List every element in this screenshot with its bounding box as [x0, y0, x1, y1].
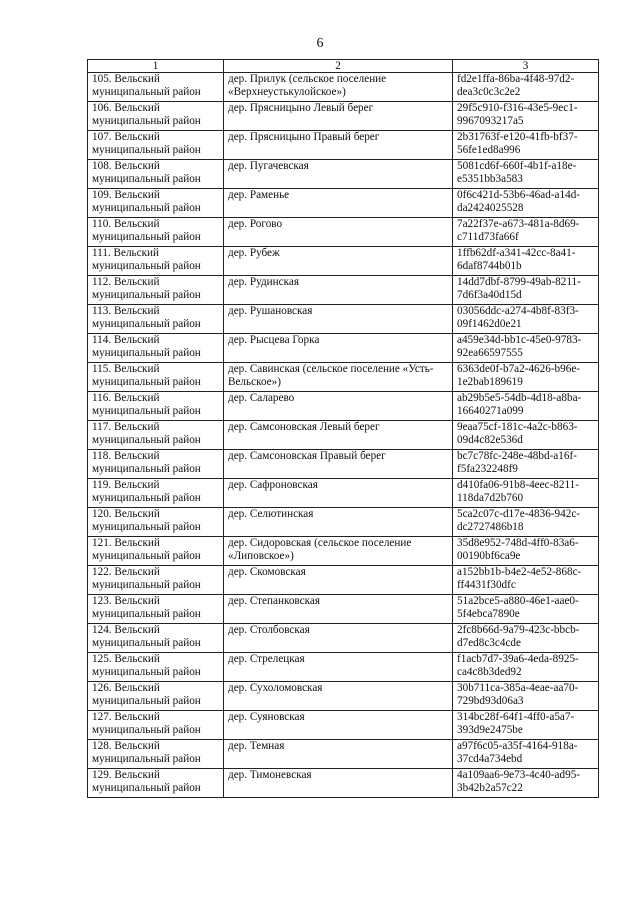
guid-cell-line: e5351bb3a583 — [457, 173, 523, 186]
settlement-cell — [224, 421, 453, 450]
table-row — [88, 218, 599, 247]
district-cell-line: 119. Вельский — [92, 479, 160, 491]
column-header-2: 2 — [224, 60, 453, 73]
district-cell-line: 112. Вельский — [92, 276, 160, 288]
settlement-cell — [224, 392, 453, 421]
settlement-cell-line: дер. Раменье — [228, 189, 290, 201]
district-cell — [88, 508, 224, 537]
guid-cell-line: 09f1462d0e21 — [457, 318, 522, 331]
district-cell-line: 107. Вельский — [92, 131, 160, 143]
guid-cell-line: a97f6c05-a35f-4164-918a- — [457, 740, 578, 752]
district-cell — [88, 740, 224, 769]
table-row — [88, 450, 599, 479]
page-number: 6 — [316, 36, 324, 51]
settlement-cell — [224, 479, 453, 508]
table-row — [88, 363, 599, 392]
district-cell-line: 122. Вельский — [92, 566, 160, 578]
district-cell — [88, 595, 224, 624]
settlement-cell-line: дер. Самсоновская Левый берег — [228, 421, 380, 433]
table-row — [88, 479, 599, 508]
district-cell — [88, 73, 224, 102]
guid-cell — [453, 102, 599, 131]
guid-cell-line: 6daf8744b01b — [457, 260, 522, 273]
guid-cell-line: fd2e1ffa-86ba-4f48-97d2- — [457, 73, 575, 85]
guid-cell-line: a459e34d-bb1c-45e0-9783- — [457, 334, 582, 346]
district-cell-line: муниципальный район — [92, 434, 201, 447]
column-header-3: 3 — [453, 60, 599, 73]
guid-cell — [453, 508, 599, 537]
settlement-cell — [224, 537, 453, 566]
district-cell — [88, 624, 224, 653]
guid-cell-line: 5ca2c07c-d17e-4836-942c- — [457, 508, 581, 520]
district-cell — [88, 769, 224, 798]
district-cell-line: муниципальный район — [92, 347, 201, 360]
district-cell-line: 123. Вельский — [92, 595, 160, 607]
table-row — [88, 653, 599, 682]
settlement-cell — [224, 102, 453, 131]
guid-cell — [453, 624, 599, 653]
table-row — [88, 769, 599, 798]
settlement-cell-line: дер. Скомовская — [228, 566, 306, 578]
district-cell-line: муниципальный район — [92, 579, 201, 592]
settlement-cell — [224, 450, 453, 479]
settlement-cell — [224, 682, 453, 711]
settlement-cell — [224, 189, 453, 218]
guid-cell-line: 56fe1ed8a996 — [457, 144, 521, 157]
district-cell — [88, 479, 224, 508]
district-cell — [88, 218, 224, 247]
district-cell-line: муниципальный район — [92, 376, 201, 389]
guid-cell-line: 6363de0f-b7a2-4626-b96e- — [457, 363, 581, 375]
guid-cell-line: 9eaa75cf-181c-4a2c-b863- — [457, 421, 578, 433]
guid-cell-line: 5081cd6f-660f-4b1f-a18e- — [457, 160, 577, 172]
settlement-cell-line: дер. Прясницыно Правый берег — [228, 131, 380, 143]
district-cell — [88, 682, 224, 711]
guid-cell — [453, 450, 599, 479]
guid-cell — [453, 189, 599, 218]
guid-cell — [453, 131, 599, 160]
district-cell-line: 108. Вельский — [92, 160, 160, 172]
district-cell-line: муниципальный район — [92, 318, 201, 331]
settlements-table — [87, 59, 599, 798]
table-row — [88, 276, 599, 305]
settlement-cell — [224, 160, 453, 189]
district-cell — [88, 276, 224, 305]
district-cell-line: муниципальный район — [92, 144, 201, 157]
district-cell-line: 109. Вельский — [92, 189, 160, 201]
district-cell-line: 124. Вельский — [92, 624, 160, 636]
guid-cell — [453, 595, 599, 624]
settlement-cell — [224, 624, 453, 653]
district-cell-line: 126. Вельский — [92, 682, 160, 694]
guid-cell — [453, 247, 599, 276]
guid-cell-line: 29f5c910-f316-43e5-9ec1- — [457, 102, 578, 114]
guid-cell-line: f5fa232248f9 — [457, 463, 518, 476]
table-header-row — [88, 60, 599, 73]
table-row — [88, 73, 599, 102]
guid-cell-line: 7a22f37e-a673-481a-8d69- — [457, 218, 580, 230]
district-cell-line: 111. Вельский — [92, 247, 160, 259]
guid-cell-line: 3b42b2a57c22 — [457, 782, 523, 795]
settlement-cell-line: дер. Сафроновская — [228, 479, 318, 491]
guid-cell — [453, 73, 599, 102]
district-cell-line: муниципальный район — [92, 753, 201, 766]
settlement-cell-line: дер. Рудинская — [228, 276, 299, 288]
district-cell — [88, 537, 224, 566]
district-cell-line: 127. Вельский — [92, 711, 160, 723]
guid-cell-line: 5f4ebca7890e — [457, 608, 520, 621]
settlement-cell — [224, 218, 453, 247]
guid-cell-line: bc7c78fc-248e-48bd-a16f- — [457, 450, 577, 462]
settlement-cell-line: дер. Савинская (сельское поселение «Усть- — [228, 363, 434, 375]
guid-cell-line: ff4431f30dfc — [457, 579, 516, 592]
guid-cell — [453, 479, 599, 508]
table-row — [88, 102, 599, 131]
district-cell-line: муниципальный район — [92, 115, 201, 128]
settlement-cell — [224, 276, 453, 305]
settlement-cell-line: дер. Суяновская — [228, 711, 305, 723]
table-row — [88, 740, 599, 769]
settlement-cell-line: «Верхнеустькулойское») — [228, 86, 346, 99]
district-cell — [88, 305, 224, 334]
guid-cell-line: 7d6f3a40d15d — [457, 289, 522, 302]
settlement-cell-line: дер. Тимоневская — [228, 769, 312, 781]
table-row — [88, 334, 599, 363]
table-row — [88, 189, 599, 218]
settlement-cell-line: дер. Саларево — [228, 392, 295, 404]
guid-cell-line: 35d8e952-748d-4ff0-83a6- — [457, 537, 579, 549]
guid-cell-line: 51a2bce5-a880-46e1-aae0- — [457, 595, 579, 607]
district-cell-line: муниципальный район — [92, 260, 201, 273]
district-cell-line: муниципальный район — [92, 550, 201, 563]
district-cell-line: муниципальный район — [92, 405, 201, 418]
settlement-cell — [224, 711, 453, 740]
table-row — [88, 711, 599, 740]
table-row — [88, 595, 599, 624]
district-cell-line: 115. Вельский — [92, 363, 160, 375]
settlement-cell-line: дер. Столбовская — [228, 624, 310, 636]
district-cell — [88, 711, 224, 740]
settlement-cell-line: дер. Селютинская — [228, 508, 314, 520]
district-cell — [88, 102, 224, 131]
district-cell — [88, 131, 224, 160]
table-row — [88, 508, 599, 537]
guid-cell-line: d7ed8c3c4cde — [457, 637, 521, 650]
settlement-cell — [224, 363, 453, 392]
district-cell-line: муниципальный район — [92, 463, 201, 476]
district-cell-line: муниципальный район — [92, 724, 201, 737]
district-cell-line: 114. Вельский — [92, 334, 160, 346]
table-row — [88, 682, 599, 711]
guid-cell-line: 2fc8b66d-9a79-423c-bbcb- — [457, 624, 580, 636]
table-row — [88, 131, 599, 160]
settlement-cell — [224, 305, 453, 334]
settlement-cell-line: Вельское») — [228, 376, 281, 389]
guid-cell — [453, 334, 599, 363]
district-cell-line: 120. Вельский — [92, 508, 160, 520]
settlement-cell — [224, 131, 453, 160]
guid-cell-line: 2b31763f-e120-41fb-bf37- — [457, 131, 578, 143]
settlement-cell-line: дер. Рубеж — [228, 247, 280, 259]
guid-cell-line: 729bd93d06a3 — [457, 695, 524, 708]
settlement-cell — [224, 595, 453, 624]
district-cell — [88, 566, 224, 595]
district-cell-line: 117. Вельский — [92, 421, 160, 433]
guid-cell — [453, 160, 599, 189]
district-cell — [88, 160, 224, 189]
settlement-cell-line: дер. Стрелецкая — [228, 653, 305, 665]
guid-cell — [453, 305, 599, 334]
district-cell-line: 106. Вельский — [92, 102, 160, 114]
district-cell-line: 129. Вельский — [92, 769, 160, 781]
settlement-cell-line: дер. Рысцева Горка — [228, 334, 320, 346]
district-cell-line: 113. Вельский — [92, 305, 160, 317]
guid-cell — [453, 769, 599, 798]
district-cell-line: муниципальный район — [92, 666, 201, 679]
district-cell — [88, 247, 224, 276]
district-cell — [88, 653, 224, 682]
guid-cell-line: ca4c8b3ded92 — [457, 666, 522, 679]
settlement-cell — [224, 769, 453, 798]
settlement-cell — [224, 740, 453, 769]
district-cell-line: муниципальный район — [92, 608, 201, 621]
guid-cell — [453, 218, 599, 247]
district-cell — [88, 189, 224, 218]
table-row — [88, 160, 599, 189]
guid-cell — [453, 421, 599, 450]
district-cell-line: муниципальный район — [92, 782, 201, 795]
settlement-cell — [224, 508, 453, 537]
table-row — [88, 624, 599, 653]
table-row — [88, 421, 599, 450]
guid-cell-line: ab29b5e5-54db-4d18-a8ba- — [457, 392, 582, 404]
guid-cell-line: 0f6c421d-53b6-46ad-a14d- — [457, 189, 581, 201]
guid-cell-line: 30b711ca-385a-4eae-aa70- — [457, 682, 579, 694]
district-cell — [88, 334, 224, 363]
district-cell-line: муниципальный район — [92, 695, 201, 708]
guid-cell-line: 314bc28f-64f1-4ff0-a5a7- — [457, 711, 575, 723]
district-cell — [88, 392, 224, 421]
guid-cell-line: 00190bf6ca9e — [457, 550, 521, 563]
settlement-cell-line: дер. Степанковская — [228, 595, 320, 607]
settlement-cell-line: дер. Сидоровская (сельское поселение — [228, 537, 412, 549]
guid-cell-line: 37cd4a734ebd — [457, 753, 523, 766]
settlement-cell-line: дер. Рушановская — [228, 305, 313, 317]
district-cell — [88, 421, 224, 450]
guid-cell-line: 92ea66597555 — [457, 347, 523, 360]
settlement-cell — [224, 566, 453, 595]
settlement-cell-line: дер. Сухоломовская — [228, 682, 323, 694]
guid-cell-line: 393d9e2475be — [457, 724, 523, 737]
settlement-cell-line: дер. Пугачевская — [228, 160, 309, 172]
guid-cell — [453, 711, 599, 740]
guid-cell-line: a152bb1b-b4e2-4e52-868c- — [457, 566, 582, 578]
guid-cell — [453, 276, 599, 305]
guid-cell — [453, 566, 599, 595]
guid-cell — [453, 653, 599, 682]
district-cell-line: 116. Вельский — [92, 392, 160, 404]
guid-cell — [453, 537, 599, 566]
guid-cell-line: da2424025528 — [457, 202, 524, 215]
guid-cell — [453, 363, 599, 392]
district-cell-line: 128. Вельский — [92, 740, 160, 752]
settlement-cell — [224, 653, 453, 682]
district-cell-line: муниципальный район — [92, 637, 201, 650]
district-cell — [88, 363, 224, 392]
district-cell-line: 118. Вельский — [92, 450, 160, 462]
settlement-cell-line: дер. Темная — [228, 740, 285, 752]
table-row — [88, 537, 599, 566]
guid-cell-line: dea3c0c3c2e2 — [457, 86, 521, 99]
district-cell-line: муниципальный район — [92, 202, 201, 215]
table-row — [88, 566, 599, 595]
guid-cell-line: 9967093217a5 — [457, 115, 524, 128]
district-cell-line: 121. Вельский — [92, 537, 160, 549]
district-cell-line: 105. Вельский — [92, 73, 160, 85]
settlement-cell-line: дер. Рогово — [228, 218, 283, 230]
table-row — [88, 305, 599, 334]
guid-cell — [453, 740, 599, 769]
district-cell-line: муниципальный район — [92, 521, 201, 534]
guid-cell-line: 4a109aa6-9e73-4c40-ad95- — [457, 769, 581, 781]
guid-cell — [453, 392, 599, 421]
district-cell-line: муниципальный район — [92, 289, 201, 302]
guid-cell-line: 14dd7dbf-8799-49ab-8211- — [457, 276, 581, 288]
district-cell — [88, 450, 224, 479]
guid-cell-line: 03056ddc-a274-4b8f-83f3- — [457, 305, 579, 317]
table-row — [88, 247, 599, 276]
guid-cell-line: 09d4c82e536d — [457, 434, 523, 447]
district-cell-line: муниципальный район — [92, 86, 201, 99]
settlement-cell-line: «Липовское») — [228, 550, 294, 563]
settlement-cell-line: дер. Самсоновская Правый берег — [228, 450, 386, 462]
settlement-cell-line: дер. Прясницыно Левый берег — [228, 102, 374, 114]
settlement-cell-line: дер. Прилук (сельское поселение — [228, 73, 387, 85]
guid-cell-line: f1acb7d7-39a6-4eda-8925- — [457, 653, 579, 665]
guid-cell-line: d410fa06-91b8-4eec-8211- — [457, 479, 579, 491]
district-cell-line: 125. Вельский — [92, 653, 160, 665]
table-row — [88, 392, 599, 421]
settlement-cell — [224, 247, 453, 276]
guid-cell-line: 118da7d2b760 — [457, 492, 524, 505]
settlement-cell — [224, 73, 453, 102]
district-cell-line: муниципальный район — [92, 492, 201, 505]
district-cell-line: муниципальный район — [92, 231, 201, 244]
guid-cell-line: c711d73fa66f — [457, 231, 519, 244]
guid-cell-line: 16640271a099 — [457, 405, 524, 418]
guid-cell — [453, 682, 599, 711]
district-cell-line: муниципальный район — [92, 173, 201, 186]
column-header-1: 1 — [88, 60, 224, 73]
guid-cell-line: 1e2bab189619 — [457, 376, 523, 389]
settlement-cell — [224, 334, 453, 363]
guid-cell-line: 1ffb62df-a341-42cc-8a41- — [457, 247, 576, 259]
district-cell-line: 110. Вельский — [92, 218, 160, 230]
guid-cell-line: dc2727486b18 — [457, 521, 524, 534]
